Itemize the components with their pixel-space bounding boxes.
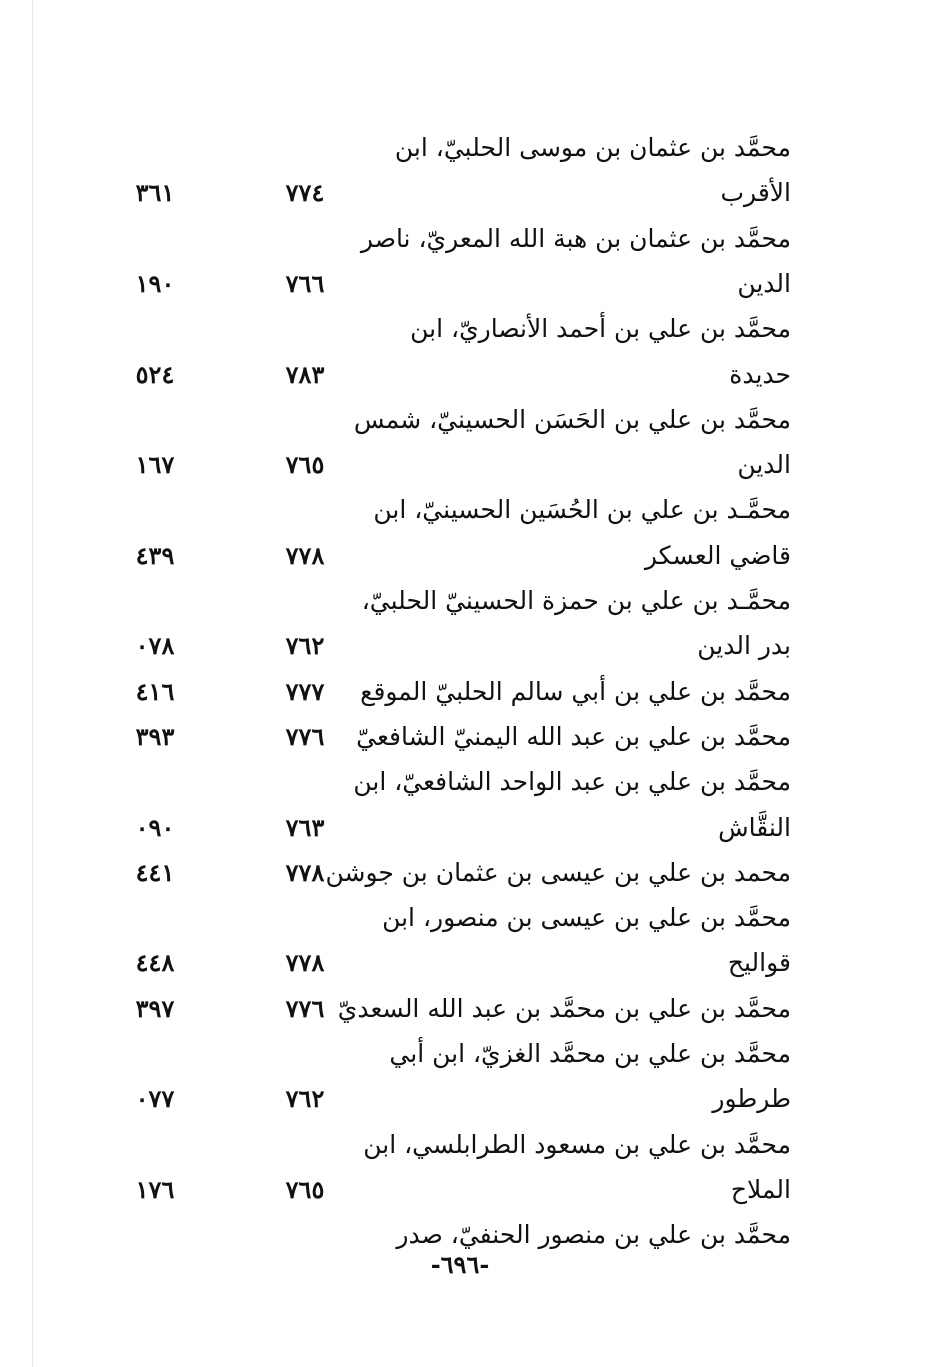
entry-number: ١٩٠	[135, 269, 175, 298]
entry-name-line: بدر الدين	[697, 631, 791, 660]
entry-year: ٧٦٣	[285, 813, 325, 842]
entry-name-line: محمَّـد بن علي بن الحُسَين الحسينيّ، ابن	[373, 495, 791, 524]
entry-year: ٧٧٦	[285, 994, 325, 1023]
entry-name-line: قاضي العسكر	[644, 541, 791, 570]
entry-name-line: محمَّد بن علي بن منصور الحنفيّ، صدر	[396, 1220, 791, 1249]
entry-year: ٧٦٢	[285, 1084, 325, 1113]
entry-number: ١٧٦	[135, 1175, 175, 1204]
entry-name-line: الملاح	[730, 1175, 791, 1204]
entry-name-line: الدين	[737, 450, 791, 479]
scan-edge-line	[32, 0, 33, 1367]
entry-number: ٠٩٠	[135, 813, 175, 842]
entry-number: ٣٩٣	[135, 722, 175, 751]
entry-name-line: محمَّـد بن علي بن حمزة الحسينيّ الحلبيّ،	[361, 586, 791, 615]
entry-year	[275, 1220, 335, 1250]
entry-number: ٤١٦	[135, 677, 175, 706]
entry-number: ٤٤٨	[135, 948, 175, 977]
entry-year: ٧٧٧	[285, 677, 325, 706]
entry-name-line: محمَّد بن علي بن عيسى بن منصور، ابن	[382, 903, 791, 932]
entry-number: ٤٤١	[135, 858, 175, 887]
entry-year: ٧٦٢	[285, 631, 325, 660]
entry-year: ٧٨٣	[285, 360, 325, 389]
entry-name-line: محمَّد بن علي بن عبد الله اليمنيّ الشافعيّ	[356, 722, 791, 751]
entry-name-line: الدين	[737, 269, 791, 298]
entry-name-line: محمد بن علي بن عيسى بن عثمان بن جوشن	[325, 858, 791, 887]
entry-name-line: حديدة	[729, 360, 791, 389]
entry-number: ٥٢٤	[135, 360, 175, 389]
entry-number: ٣٦١	[135, 178, 175, 207]
entry-number: ٠٧٨	[135, 631, 175, 660]
entry-name-line: محمَّد بن عثمان بن هبة الله المعريّ، ناصر	[360, 224, 791, 253]
entry-name-line: محمَّد بن علي بن محمَّد بن عبد الله السعديّ	[337, 994, 791, 1023]
entry-name-line: محمَّد بن علي بن أحمد الأنصاريّ، ابن	[410, 314, 791, 343]
entry-number	[125, 1220, 185, 1250]
entry-name-line: محمَّد بن علي بن الحَسَن الحسينيّ، شمس	[353, 405, 791, 434]
entry-name-line: محمَّد بن علي بن عبد الواحد الشافعيّ، ابن	[353, 767, 791, 796]
entry-name-line: محمَّد بن علي بن أبي سالم الحلبيّ الموقع	[360, 677, 791, 706]
entry-year: ٧٧٨	[285, 858, 325, 887]
entry-year: ٧٦٥	[285, 450, 325, 479]
entry-number: ٣٩٧	[135, 994, 175, 1023]
entry-year: ٧٦٥	[285, 1175, 325, 1204]
entry-name-line: قواليح	[727, 948, 791, 977]
entry-name-line: محمَّد بن علي بن محمَّد الغزيّ، ابن أبي	[389, 1039, 791, 1068]
entry-year: ٧٧٨	[285, 948, 325, 977]
entry-name-line: النقَّاش	[718, 813, 791, 842]
entry-year: ٧٧٨	[285, 541, 325, 570]
entry-number: ١٦٧	[135, 450, 175, 479]
entry-number: ٠٧٧	[135, 1084, 175, 1113]
entry-year: ٧٦٦	[285, 269, 325, 298]
entry-name-line: محمَّد بن عثمان بن موسى الحلبيّ، ابن	[394, 133, 791, 162]
entry-year: ٧٧٤	[285, 178, 325, 207]
page-number: -٦٩٦-	[430, 1250, 490, 1279]
entry-number: ٤٣٩	[135, 541, 175, 570]
entry-name-line: محمَّد بن علي بن مسعود الطرابلسي، ابن	[363, 1130, 791, 1159]
entry-year: ٧٧٦	[285, 722, 325, 751]
entry-name-line: طرطور	[712, 1084, 791, 1113]
entry-name-line: الأقرب	[720, 178, 791, 207]
